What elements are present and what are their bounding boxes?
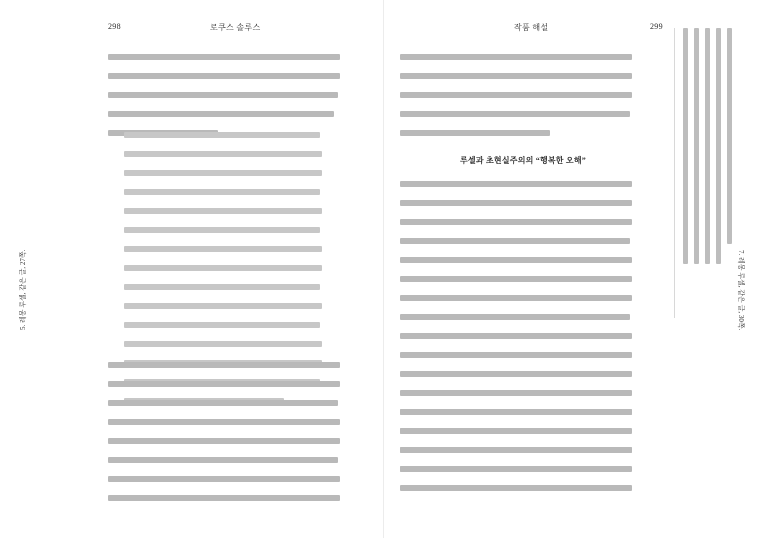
right-paragraph-3 [400, 409, 632, 504]
left-running-header: 로쿠스 솔루스 [210, 23, 261, 32]
margin-notes-rule [674, 28, 675, 318]
right-page [384, 0, 768, 538]
margin-note-7: 7. 레몽 루셀, 같은 글, 30쪽. [737, 250, 745, 331]
right-running-header: 작품 해설 [514, 23, 549, 32]
left-paragraph-2 [108, 362, 340, 514]
margin-note-6 [683, 28, 739, 268]
right-page-number: 299 [650, 22, 663, 31]
right-paragraph-1 [400, 54, 632, 149]
left-page-number: 298 [108, 22, 121, 31]
margin-note-5: 5. 레몽 루셀, 같은 글, 27쪽. [19, 249, 27, 330]
section-heading: 루셀과 초현실주의의 “행복한 오해” [460, 156, 586, 165]
